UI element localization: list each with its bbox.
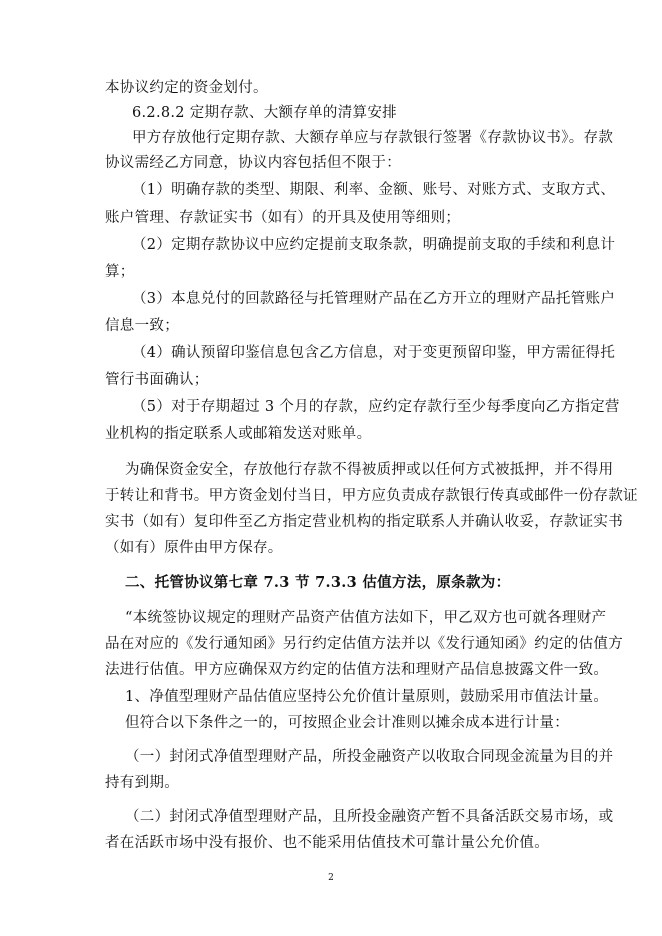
text-line: 但符合以下条件之一的，可按照企业会计准则以摊余成本进行计量： bbox=[125, 715, 569, 731]
text-line: （3）本息兑付的回款路径与托管理财产品在乙方开立的理财产品托管账户 bbox=[132, 291, 616, 307]
text-line: 甲方存放他行定期存款、大额存单应与存款银行签署《存款协议书》。存款 bbox=[132, 130, 614, 146]
section-heading: 6.2.8.2 定期存款、大额存单的清算安排 bbox=[132, 105, 397, 121]
text-line: 实书（如有）复印件至乙方指定营业机构的指定联系人并确认收妥，存款证实书 bbox=[105, 514, 623, 530]
text-line: （二）封闭式净值型理财产品，且所投金融资产暂不具备活跃交易市场，或 bbox=[125, 809, 614, 825]
page-number: 2 bbox=[328, 873, 334, 883]
text-line: 于转让和背书。甲方资金划付当日，甲方应负责成存款银行传真或邮件一份存款证 bbox=[105, 488, 638, 504]
text-line: （4）确认预留印鉴信息包含乙方信息，对于变更预留印鉴，甲方需征得托 bbox=[132, 345, 616, 361]
text-line: （2）定期存款协议中应约定提前支取条款，明确提前支取的手续和利息计 bbox=[132, 237, 616, 253]
section-title: 二、托管协议第七章 7.3 节 7.3.3 估值方法，原条款为： bbox=[125, 574, 511, 591]
text-line: 账户管理、存款证实书（如有）的开具及使用等细则； bbox=[105, 210, 461, 226]
text-line: 者在活跃市场中没有报价、也不能采用估值技术可靠计量公允价值。 bbox=[105, 835, 549, 851]
text-line: 本协议约定的资金划付。 bbox=[105, 80, 268, 96]
text-line: 管行书面确认； bbox=[105, 372, 209, 388]
text-line: 1、净值型理财产品估值应坚持公允价值计量原则，鼓励采用市值法计量。 bbox=[125, 689, 609, 705]
text-line: （一）封闭式净值型理财产品，所投金融资产以收取合同现金流量为目的并 bbox=[125, 749, 614, 765]
text-line: 品在对应的《发行通知函》另行约定估值方法并以《发行通知函》约定的估值方 bbox=[105, 636, 623, 652]
text-line: （如有）原件由甲方保存。 bbox=[105, 540, 283, 556]
text-line: （5）对于存期超过 3 个月的存款，应约定存款行至少每季度向乙方指定营 bbox=[132, 399, 620, 415]
text-line: 为确保资金安全，存放他行存款不得被质押或以任何方式被抵押，并不得用 bbox=[125, 462, 614, 478]
text-line: 协议需经乙方同意，协议内容包括但不限于： bbox=[105, 155, 401, 171]
text-line: 算； bbox=[105, 264, 135, 280]
text-line: 信息一致； bbox=[105, 318, 179, 334]
text-line: “本统签协议规定的理财产品资产估值方法如下，甲乙双方也可就各理财产 bbox=[125, 610, 607, 626]
text-line: 业机构的指定联系人或邮箱发送对账单。 bbox=[105, 426, 372, 442]
text-line: （1）明确存款的类型、期限、利率、金额、账号、对账方式、支取方式、 bbox=[132, 182, 616, 198]
text-line: 持有到期。 bbox=[105, 775, 179, 791]
text-line: 法进行估值。甲方应确保双方约定的估值方法和理财产品信息披露文件一致。 bbox=[105, 662, 609, 678]
